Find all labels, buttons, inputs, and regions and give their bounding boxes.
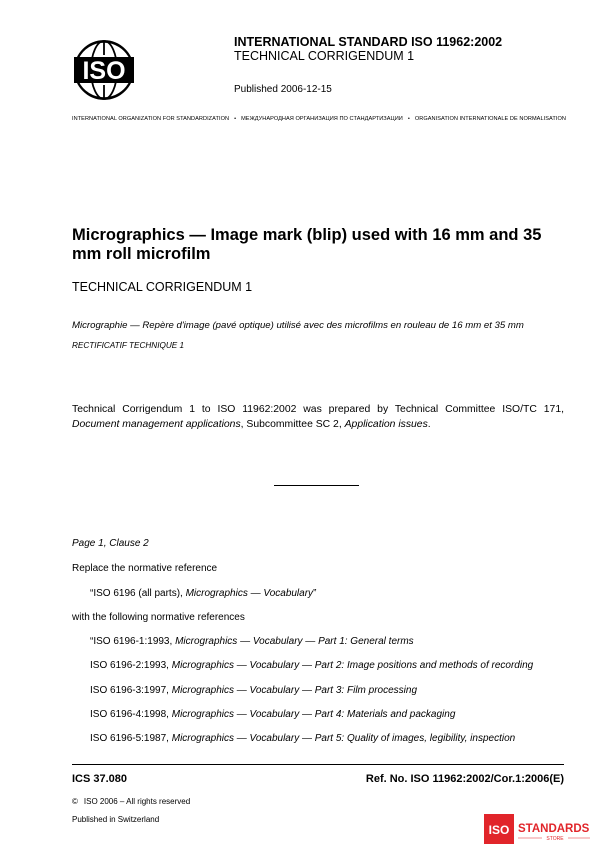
- iso-logo: [72, 38, 136, 102]
- reference-item: “ISO 6196-1:1993, Micrographics — Vocabulary — Part 1: General terms: [90, 636, 414, 647]
- org-name-en: INTERNATIONAL ORGANIZATION FOR STANDARDIZATION: [72, 116, 230, 122]
- reference-number: Ref. No. ISO 11962:2002/Cor.1:2006(E): [365, 773, 564, 785]
- org-separator: •: [234, 116, 237, 122]
- badge-standards-text: STANDARDS: [518, 823, 590, 835]
- copyright-notice: © ISO 2006 – All rights reserved: [72, 797, 191, 806]
- published-in: Published in Switzerland: [72, 815, 160, 824]
- organizations-line: [72, 116, 566, 122]
- badge-iso-text: ISO: [488, 823, 510, 837]
- badge-store-text: STORE: [546, 836, 564, 842]
- reference-item: ISO 6196-2:1993, Micrographics — Vocabulary — Part 2: Image positions and methods of recording: [90, 660, 534, 671]
- intro-paragraph: Technical Corrigendum 1 to ISO 11962:2002 was prepared by Technical Committee ISO/TC 171, Document management applications, Subcommittee SC 2, Application issues.: [72, 404, 564, 430]
- committee-title: Document management applications: [72, 419, 241, 430]
- iso-logo-text: ISO: [82, 57, 126, 85]
- reference-item: ISO 6196-4:1998, Micrographics — Vocabulary — Part 4: Materials and packaging: [90, 709, 456, 720]
- clause-reference: Page 1, Clause 2: [72, 538, 149, 549]
- subcommittee-title: Application issues: [344, 419, 428, 430]
- replace-instruction: Replace the normative reference: [72, 563, 218, 574]
- org-name-ru: МЕЖДУНАРОДНАЯ ОРГАНИЗАЦИЯ ПО СТАНДАРТИЗАЦИИ: [241, 116, 403, 122]
- standard-title: INTERNATIONAL STANDARD ISO 11962:2002: [234, 35, 503, 49]
- reference-item: ISO 6196-3:1997, Micrographics — Vocabulary — Part 3: Film processing: [90, 685, 418, 696]
- section-divider: [274, 485, 359, 486]
- french-title: Micrographie — Repère d'image (pavé optique) utilisé avec des microfilms en rouleau de 16 mm et 35 mm: [72, 320, 524, 331]
- corrigendum-label: TECHNICAL CORRIGENDUM 1: [234, 49, 415, 63]
- ics-code: ICS 37.080: [72, 773, 128, 785]
- org-separator: •: [407, 116, 410, 122]
- copyright-icon: ©: [72, 797, 78, 806]
- footer-divider: [72, 764, 564, 765]
- with-instruction: with the following normative references: [72, 612, 245, 623]
- reference-item: ISO 6196-5:1987, Micrographics — Vocabulary — Part 5: Quality of images, legibility, inspection: [90, 733, 516, 744]
- org-name-fr: ORGANISATION INTERNATIONALE DE NORMALISATION: [414, 116, 566, 122]
- document-subtitle: TECHNICAL CORRIGENDUM 1: [72, 280, 253, 294]
- french-subtitle: RECTIFICATIF TECHNIQUE 1: [72, 341, 185, 350]
- iso-standards-store-badge[interactable]: [484, 812, 592, 846]
- document-title: Micrographics — Image mark (blip) used with 16 mm and 35 mm roll microfilm: [72, 226, 542, 263]
- published-date: Published 2006-12-15: [234, 84, 332, 95]
- old-reference: “ISO 6196 (all parts), Micrographics — Vocabulary”: [90, 588, 317, 599]
